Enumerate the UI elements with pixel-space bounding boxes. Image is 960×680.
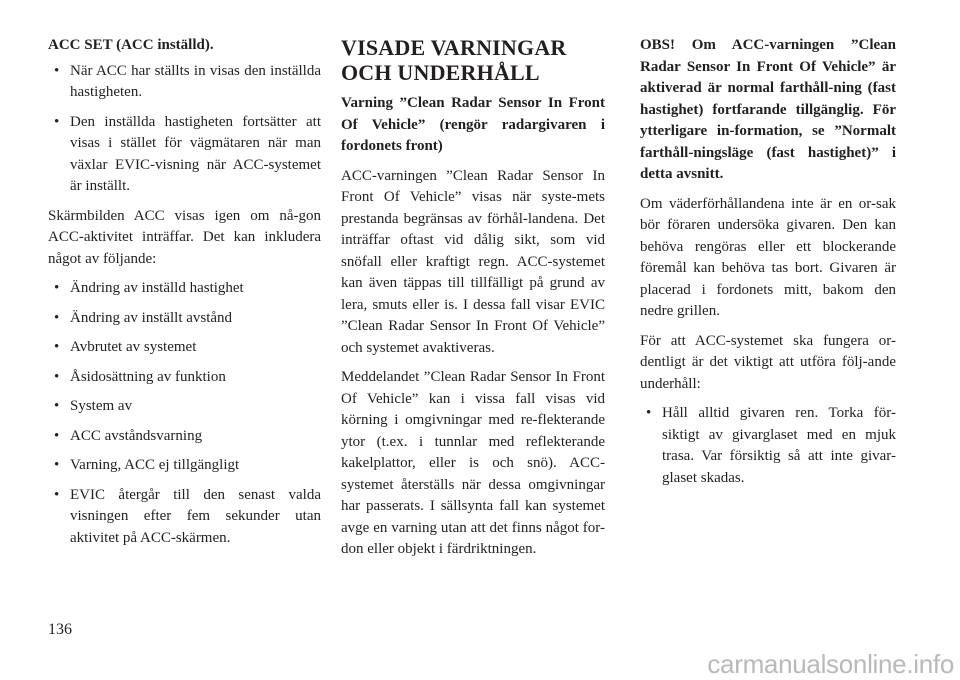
list-item: • Den inställda hastigheten fortsätter att visas i stället för vägmätaren när man växlar EVIC-visning när ACC-systemet är inställt. — [48, 112, 321, 198]
list-item: • Ändring av inställd hastighet — [48, 278, 321, 300]
list-item: • När ACC har ställts in visas den inställda hastigheten. — [48, 61, 321, 104]
paragraph-warning-reflective: Meddelandet ”Clean Radar Sensor In Front Of Vehicle” kan i vissa fall visas vid körning i omgivningar med re-flekterande ytor (t.ex. i tunnlar med reflekterande kakelplattor, eller is och snö). ACC-systemet återställs när dessa omgivningar har passerats. I sällsynta fall kan systemet avge en varning utan att det finns något for-don eller objekt i färdriktningen. — [341, 369, 605, 557]
watermark: carmanualsonline.info — [707, 649, 954, 679]
list-item: • System av — [48, 396, 321, 418]
column-left — [48, 35, 321, 557]
section-heading-acc-set: ACC SET (ACC inställd). — [48, 37, 214, 53]
bullet-list-acc-activity — [48, 278, 321, 549]
page-number: 136 — [48, 621, 72, 638]
list-item: • Ändring av inställt avstånd — [48, 308, 321, 330]
bullet-list-acc-set — [48, 61, 321, 198]
list-item: • ACC avståndsvarning — [48, 426, 321, 448]
paragraph-maintenance-intro: För att ACC-systemet ska fungera or-dentligt är det viktigt att utföra följ-ande underhåll: — [640, 332, 896, 392]
paragraph-acc-screen: Skärmbilden ACC visas igen om nå-gon ACC-aktivitet inträffar. Det kan inkludera något av följande: — [48, 207, 321, 267]
list-item: • EVIC återgår till den senast valda visningen efter fem sekunder utan aktivitet på ACC-skärmen. — [48, 485, 321, 550]
column-middle — [341, 35, 605, 569]
column-right — [640, 35, 896, 497]
paragraph-warning-description: ACC-varningen ”Clean Radar Sensor In Front Of Vehicle” visas när syste-mets prestanda begränsas av förhål-landena. Det inträffar oftast vid dålig sikt, som vid snöfall eller kraftigt regn. ACC-systemet kan även täppas till tillfälligt på grund av lera, smuts eller is. I dessa fall visar EVIC ”Clean Radar Sensor In Front Of Vehicle” och systemet avaktiveras. — [341, 167, 605, 356]
list-item: • Varning, ACC ej tillgängligt — [48, 455, 321, 477]
list-item: • Håll alltid givaren ren. Torka för-siktigt av givarglaset med en mjuk trasa. Var försiktig så att inte givar-glaset skadas. — [640, 403, 896, 489]
note-paragraph: OBS! Om ACC-varningen ”Clean Radar Sensor In Front Of Vehicle” är aktiverad är normal farthåll-ning (fast hastighet) fortfarande tillgänglig. För ytterligare in-formation, se ”Normalt farthåll-ningsläge (fast hastighet)” i detta avsnitt. — [640, 37, 896, 182]
list-item: • Avbrutet av systemet — [48, 337, 321, 359]
list-item: • Åsidosättning av funktion — [48, 367, 321, 389]
section-title: VISADE VARNINGAR OCH UNDERHÅLL — [341, 35, 567, 85]
warning-subheading: Varning ”Clean Radar Sensor In Front Of Vehicle” (rengör radargivaren i fordonets front) — [341, 95, 605, 154]
bullet-list-maintenance — [640, 403, 896, 489]
paragraph-inspect-sensor: Om väderförhållandena inte är en or-sak bör föraren undersöka givaren. Den kan behöva rengöras eller ett blockerande föremål kan behöva tas bort. Givaren är placerad i fordonets mitt, bakom den nedre grillen. — [640, 195, 896, 319]
